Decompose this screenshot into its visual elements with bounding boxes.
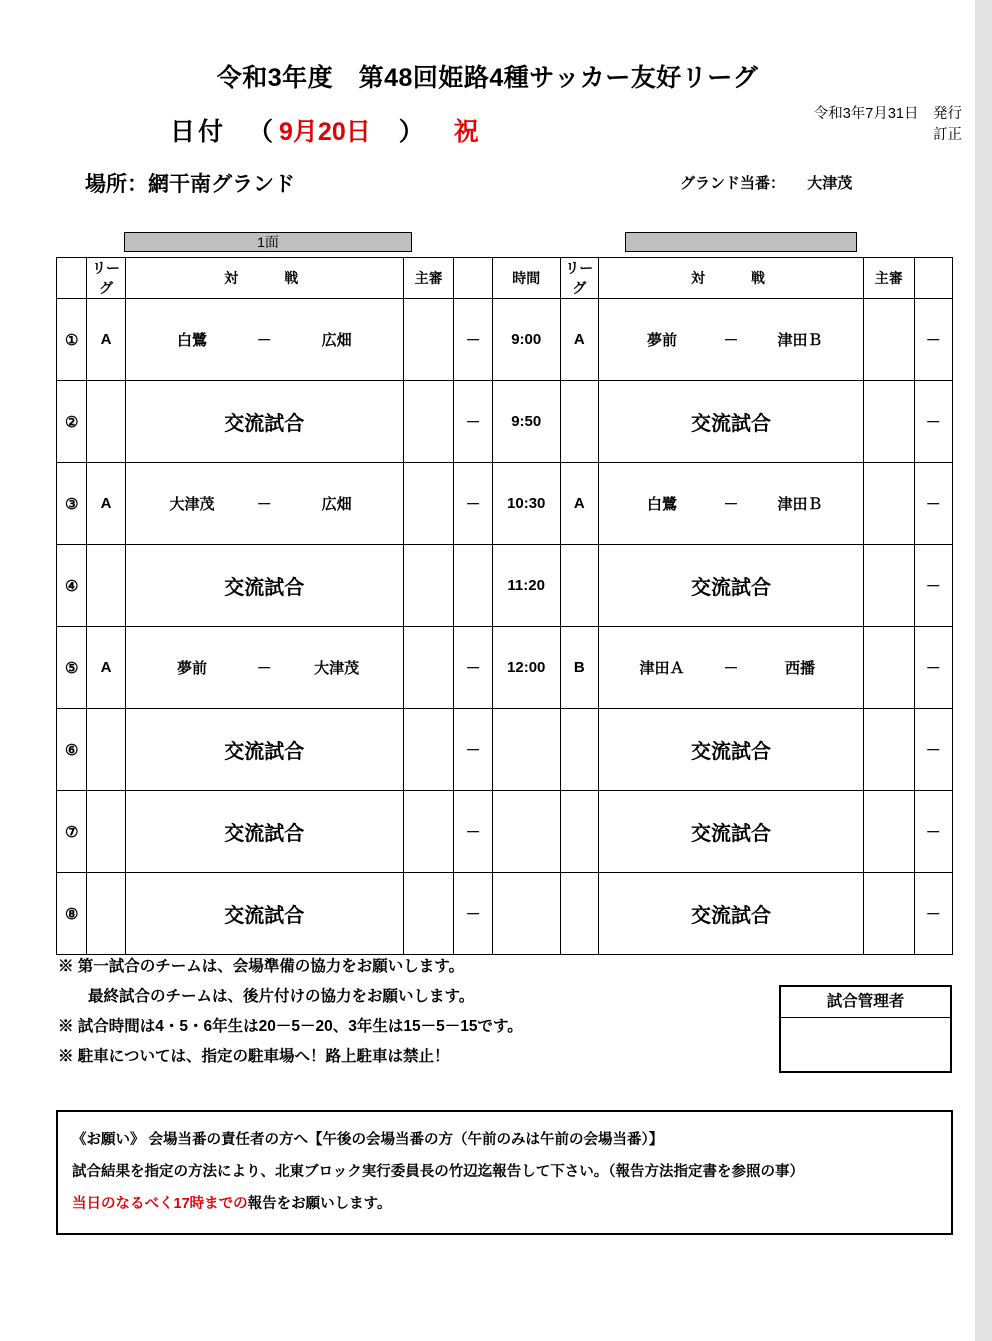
row-referee-left[interactable] [403,873,454,955]
row-number: ⑤ [57,627,87,709]
team-away: 津田Ｂ [777,496,823,513]
row-time: 9:00 [492,299,560,381]
row-number: ④ [57,545,87,627]
issue-info [814,104,962,146]
row-league-right [560,381,598,463]
row-dash-right: － [914,463,952,545]
row-league-right: A [560,463,598,545]
row-dash-left: － [454,873,492,955]
versus-dash: － [256,660,272,677]
note-line-4: ※ 駐車については、指定の駐車場へ！路上駐車は禁止！ [58,1048,450,1065]
row-number: ① [57,299,87,381]
row-dash-left: － [454,299,492,381]
versus-dash: － [723,332,739,349]
versus-dash: － [256,332,272,349]
team-away: 西播 [784,660,815,677]
row-time: 11:20 [492,545,560,627]
row-league-right: A [560,299,598,381]
note-line-3: ※ 試合時間は4・5・6年生は20－5－20、3年生は15－5－15です。 [58,1018,523,1035]
venue-label: 場所：網干南グランド [85,173,295,196]
friendly-match-label: 交流試合 [690,741,771,763]
request-line-3-rest: 報告をお願いします。 [247,1196,392,1212]
row-match-left [125,791,403,873]
note-line-1: ※ 第一試合のチームは、会場準備の協力をお願いします。 [58,958,465,975]
match-manager-box [779,985,952,1073]
date-label: 日付 [170,118,227,146]
row-dash-right: － [914,545,952,627]
header-match-left: 対 戦 [125,258,403,299]
versus-dash: － [256,496,272,513]
row-dash-right: － [914,299,952,381]
header-dash-left [454,258,492,299]
team-home: 津田Ａ [639,660,685,677]
header-time: 時間 [492,258,560,299]
row-referee-left[interactable] [403,463,454,545]
date-value: 9月20日 [279,118,371,146]
table-row [57,299,953,381]
table-row [57,791,953,873]
team-home: 白鷺 [177,332,208,349]
friendly-match-label: 交流試合 [690,905,771,927]
issue-date: 令和3年7月31日 発行 [813,106,962,122]
row-referee-left[interactable] [403,709,454,791]
friendly-match-label: 交流試合 [224,413,305,435]
row-match-right [599,627,864,709]
team-home: 白鷺 [646,496,677,513]
row-league-left [87,791,125,873]
ground-duty-label: グランド当番： [680,175,786,192]
table-header-row [57,258,953,299]
row-number: ③ [57,463,87,545]
row-match-right [599,381,864,463]
request-box [56,1110,953,1235]
row-referee-right[interactable] [863,381,914,463]
row-league-right [560,791,598,873]
header-no [57,258,87,299]
row-match-right [599,709,864,791]
row-referee-right[interactable] [863,545,914,627]
notes-block [58,952,523,1072]
schedule-body [57,299,953,955]
table-row [57,545,953,627]
row-match-right [599,545,864,627]
team-home: 夢前 [177,660,208,677]
team-away: 津田Ｂ [777,332,823,349]
paren-close: ） [398,118,424,146]
row-dash-right: － [914,791,952,873]
row-match-left [125,873,403,955]
row-referee-left[interactable] [403,299,454,381]
header-league-left: リーグ [87,258,125,299]
request-line-3-emphasis: 当日のなるべく17時までの [72,1196,248,1212]
row-number: ⑥ [57,709,87,791]
row-match-right [599,463,864,545]
row-referee-right[interactable] [863,873,914,955]
team-home: 夢前 [646,332,677,349]
field-bar-left: 1面 [124,232,412,252]
table-row [57,627,953,709]
row-referee-left[interactable] [403,381,454,463]
versus-dash: － [723,660,739,677]
friendly-match-label: 交流試合 [224,823,305,845]
friendly-match-label: 交流試合 [690,577,771,599]
row-league-left [87,545,125,627]
row-league-right [560,709,598,791]
row-dash-right: － [914,709,952,791]
row-match-left [125,627,403,709]
row-match-right [599,873,864,955]
row-time [492,709,560,791]
date-line [170,112,479,148]
schedule-table [56,257,953,955]
table-row [57,873,953,955]
row-referee-right[interactable] [863,709,914,791]
row-referee-left[interactable] [403,791,454,873]
ground-duty-name: 大津茂 [807,175,853,192]
match-manager-title: 試合管理者 [781,987,950,1018]
row-match-left [125,463,403,545]
issue-note: 訂正 [933,127,962,143]
row-time: 10:30 [492,463,560,545]
friendly-match-label: 交流試合 [224,741,305,763]
row-referee-right[interactable] [863,463,914,545]
team-home: 大津茂 [169,496,215,513]
row-league-right [560,873,598,955]
row-match-right [599,791,864,873]
row-match-left [125,381,403,463]
request-line-3 [72,1188,937,1220]
ground-duty [680,172,852,193]
row-referee-left[interactable] [403,545,454,627]
holiday-mark: 祝 [453,118,479,146]
friendly-match-label: 交流試合 [690,823,771,845]
row-time: 9:50 [492,381,560,463]
friendly-match-label: 交流試合 [224,577,305,599]
page-right-margin-strip [975,0,992,1341]
table-row [57,463,953,545]
row-time: 12:00 [492,627,560,709]
row-league-left: A [87,463,125,545]
row-match-left [125,299,403,381]
row-number: ⑦ [57,791,87,873]
row-dash-left [454,545,492,627]
versus-dash: － [723,496,739,513]
row-league-left: A [87,627,125,709]
team-away: 広畑 [321,332,352,349]
row-referee-left[interactable] [403,627,454,709]
row-number: ② [57,381,87,463]
row-dash-left: － [454,709,492,791]
row-dash-left: － [454,627,492,709]
header-match-right: 対 戦 [599,258,864,299]
row-dash-left: － [454,463,492,545]
row-referee-right[interactable] [863,791,914,873]
row-dash-right: － [914,381,952,463]
field-bar-right [625,232,857,252]
team-away: 大津茂 [314,660,360,677]
row-dash-left: － [454,791,492,873]
row-match-left [125,545,403,627]
row-referee-right[interactable] [863,627,914,709]
request-line-2: 試合結果を指定の方法により、北東ブロック実行委員長の竹辺迄報告して下さい。（報告方法指定書を参照の事） [72,1164,804,1180]
header-referee-right: 主審 [863,258,914,299]
row-time [492,791,560,873]
row-league-left [87,873,125,955]
friendly-match-label: 交流試合 [224,905,305,927]
header-dash-right [914,258,952,299]
request-line-1: 《お願い》 会場当番の責任者の方へ【午後の会場当番の方（午前のみは午前の会場当番）】 [72,1132,664,1148]
row-match-right [599,299,864,381]
table-row [57,709,953,791]
row-number: ⑧ [57,873,87,955]
row-league-right [560,545,598,627]
team-away: 広畑 [321,496,352,513]
header-referee-left: 主審 [403,258,454,299]
row-referee-right[interactable] [863,299,914,381]
page-title: 令和3年度 第48回姫路4種サッカー友好リーグ [216,64,759,92]
row-league-left [87,709,125,791]
header-league-right: リーグ [560,258,598,299]
row-dash-right: － [914,627,952,709]
note-line-2: 最終試合のチームは、後片付けの協力をお願いします。 [88,988,475,1005]
row-time [492,873,560,955]
row-dash-right: － [914,873,952,955]
row-match-left [125,709,403,791]
friendly-match-label: 交流試合 [690,413,771,435]
paren-open: （ [248,118,274,146]
table-row [57,381,953,463]
row-league-left [87,381,125,463]
row-league-right: B [560,627,598,709]
row-league-left: A [87,299,125,381]
row-dash-left: － [454,381,492,463]
